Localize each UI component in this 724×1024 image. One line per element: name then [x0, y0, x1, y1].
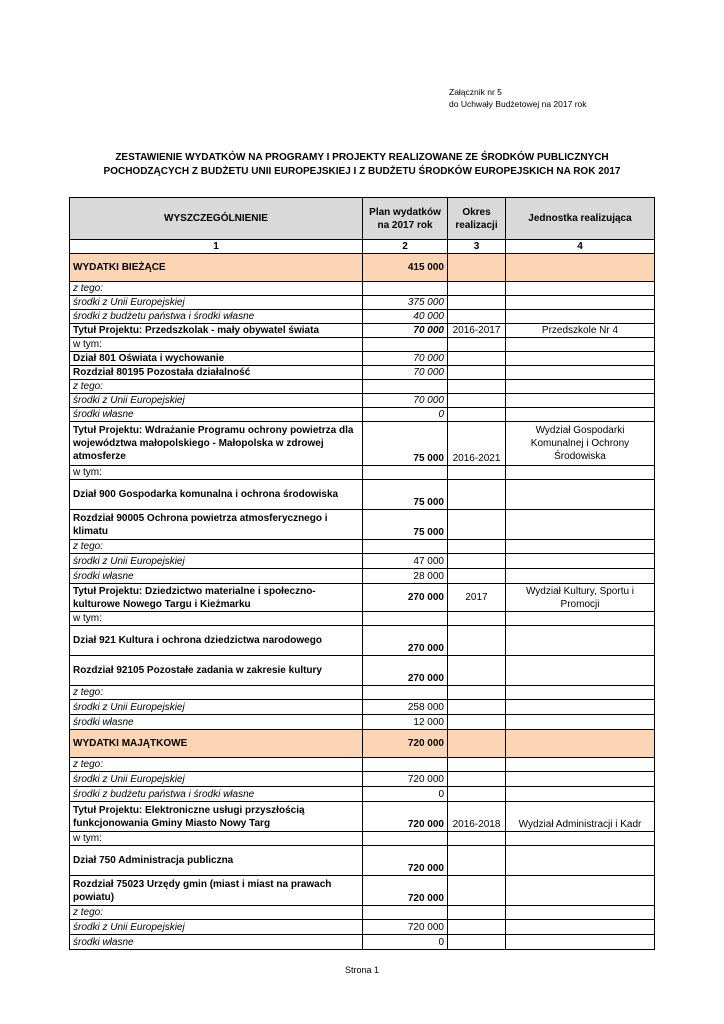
row-description: środki z Unii Europejskiej — [70, 772, 363, 787]
row-description: środki z budżetu państwa i środki własne — [70, 310, 363, 324]
row-plan-value: 70 000 — [363, 324, 448, 338]
row-description: w tym: — [70, 338, 363, 352]
row-period-empty — [448, 758, 506, 772]
table-row — [70, 282, 655, 296]
row-plan-value: 415 000 — [363, 254, 448, 282]
title-line-1: ZESTAWIENIE WYDATKÓW NA PROGRAMY I PROJEKTY REALIZOWANE ZE ŚRODKÓW PUBLICZNYCH — [115, 152, 609, 163]
row-period-empty — [448, 700, 506, 715]
table-row — [70, 584, 655, 612]
row-description: Dział 921 Kultura i ochrona dziedzictwa narodowego — [70, 626, 363, 656]
row-period-empty — [448, 510, 506, 540]
row-unit-empty — [506, 730, 655, 758]
header-cell-description: WYSZCZEGÓLNIENIE — [70, 198, 363, 240]
row-plan-value: 720 000 — [363, 730, 448, 758]
title-line-2: POCHODZĄCYCH Z BUDŻETU UNII EUROPEJSKIEJ I Z BUDŻETU ŚRODKÓW EUROPEJSKICH NA ROK 2017 — [103, 166, 621, 177]
row-description: Rozdział 80195 Pozostała działalność — [70, 366, 363, 380]
row-period-empty — [448, 626, 506, 656]
table-row — [70, 730, 655, 758]
row-description: Tytuł Projektu: Wdrażanie Programu ochrony powietrza dla województwa małopolskiego - Małopolska w zdrowej atmosferze — [70, 422, 363, 466]
row-plan-value: 720 000 — [363, 876, 448, 906]
row-period-empty — [448, 480, 506, 510]
row-plan-value: 47 000 — [363, 554, 448, 569]
row-description: Tytuł Projektu: Przedszkolak - mały obywatel świata — [70, 324, 363, 338]
table-row — [70, 540, 655, 554]
row-unit-empty — [506, 310, 655, 324]
table-row — [70, 554, 655, 569]
row-description: środki własne — [70, 935, 363, 950]
row-unit: Przedszkole Nr 4 — [506, 324, 655, 338]
row-unit-empty — [506, 569, 655, 584]
row-unit-empty — [506, 758, 655, 772]
row-plan-value — [363, 540, 448, 554]
row-plan-value: 720 000 — [363, 772, 448, 787]
row-unit-empty — [506, 352, 655, 366]
row-plan-value: 258 000 — [363, 700, 448, 715]
row-plan-value: 270 000 — [363, 626, 448, 656]
row-period-empty — [448, 569, 506, 584]
row-plan-value — [363, 380, 448, 394]
row-plan-value: 12 000 — [363, 715, 448, 730]
row-plan-value: 0 — [363, 787, 448, 802]
row-description: z tego: — [70, 906, 363, 920]
column-number: 2 — [363, 240, 448, 254]
row-period: 2016-2018 — [448, 802, 506, 832]
row-description: z tego: — [70, 540, 363, 554]
row-description: Dział 801 Oświata i wychowanie — [70, 352, 363, 366]
row-unit-empty — [506, 254, 655, 282]
row-unit-empty — [506, 366, 655, 380]
row-period-empty — [448, 282, 506, 296]
row-period-empty — [448, 876, 506, 906]
row-period-empty — [448, 920, 506, 935]
row-plan-value: 270 000 — [363, 584, 448, 612]
table-row — [70, 310, 655, 324]
row-plan-value: 40 000 — [363, 310, 448, 324]
row-period-empty — [448, 296, 506, 310]
row-period-empty — [448, 310, 506, 324]
row-plan-value: 720 000 — [363, 846, 448, 876]
row-unit-empty — [506, 554, 655, 569]
row-unit-empty — [506, 935, 655, 950]
row-period-empty — [448, 715, 506, 730]
table-row — [70, 366, 655, 380]
table-row — [70, 254, 655, 282]
row-unit-empty — [506, 282, 655, 296]
row-unit-empty — [506, 832, 655, 846]
table-row — [70, 394, 655, 408]
row-period-empty — [448, 540, 506, 554]
header-cell-unit: Jednostka realizująca — [506, 198, 655, 240]
row-plan-value: 0 — [363, 408, 448, 422]
row-period-empty — [448, 338, 506, 352]
row-unit-empty — [506, 876, 655, 906]
row-unit-empty — [506, 540, 655, 554]
row-unit-empty — [506, 715, 655, 730]
row-unit: Wydział Gospodarki Komunalnej i Ochrony Środowiska — [506, 422, 655, 466]
table-row — [70, 906, 655, 920]
table-row — [70, 715, 655, 730]
row-period: 2016-2017 — [448, 324, 506, 338]
row-period-empty — [448, 394, 506, 408]
row-unit-empty — [506, 296, 655, 310]
row-plan-value: 720 000 — [363, 802, 448, 832]
row-plan-value: 75 000 — [363, 422, 448, 466]
column-number: 3 — [448, 240, 506, 254]
header-cell-plan: Plan wydatków na 2017 rok — [363, 198, 448, 240]
row-unit-empty — [506, 394, 655, 408]
row-description: w tym: — [70, 832, 363, 846]
row-period-empty — [448, 935, 506, 950]
table-row — [70, 935, 655, 950]
column-number: 4 — [506, 240, 655, 254]
table-row — [70, 338, 655, 352]
row-description: z tego: — [70, 758, 363, 772]
row-period: 2017 — [448, 584, 506, 612]
page-footer: Strona 1 — [344, 965, 380, 975]
row-unit-empty — [506, 408, 655, 422]
row-plan-value: 75 000 — [363, 510, 448, 540]
table-row — [70, 686, 655, 700]
row-period-empty — [448, 686, 506, 700]
row-unit-empty — [506, 920, 655, 935]
row-description: środki z Unii Europejskiej — [70, 554, 363, 569]
table-row — [70, 324, 655, 338]
row-unit: Wydział Kultury, Sportu i Promocji — [506, 584, 655, 612]
table-row — [70, 296, 655, 310]
row-plan-value — [363, 282, 448, 296]
row-period-empty — [448, 408, 506, 422]
annex-line-2: do Uchwały Budżetowej na 2017 rok — [449, 99, 587, 109]
row-description: z tego: — [70, 282, 363, 296]
row-plan-value — [363, 612, 448, 626]
row-unit-empty — [506, 480, 655, 510]
row-description: środki własne — [70, 715, 363, 730]
table-row — [70, 626, 655, 656]
row-plan-value — [363, 758, 448, 772]
table-row — [70, 787, 655, 802]
row-period-empty — [448, 466, 506, 480]
row-plan-value: 375 000 — [363, 296, 448, 310]
row-period-empty — [448, 352, 506, 366]
table-row — [70, 802, 655, 832]
row-unit-empty — [506, 772, 655, 787]
row-period-empty — [448, 366, 506, 380]
row-description: Rozdział 75023 Urzędy gmin (miast i miast na prawach powiatu) — [70, 876, 363, 906]
row-plan-value — [363, 338, 448, 352]
row-unit-empty — [506, 626, 655, 656]
row-unit-empty — [506, 686, 655, 700]
row-plan-value: 28 000 — [363, 569, 448, 584]
column-number: 1 — [70, 240, 363, 254]
annex-line-1: Załącznik nr 5 — [449, 87, 502, 97]
row-description: w tym: — [70, 612, 363, 626]
row-description: środki z budżetu państwa i środki własne — [70, 787, 363, 802]
row-plan-value — [363, 832, 448, 846]
table-row — [70, 772, 655, 787]
table-row — [70, 352, 655, 366]
table-row — [70, 846, 655, 876]
row-unit-empty — [506, 338, 655, 352]
row-unit: Wydział Administracji i Kadr — [506, 802, 655, 832]
row-unit-empty — [506, 380, 655, 394]
row-description: Dział 750 Administracja publiczna — [70, 846, 363, 876]
row-description: środki z Unii Europejskiej — [70, 700, 363, 715]
table-row — [70, 380, 655, 394]
row-period-empty — [448, 772, 506, 787]
table-row — [70, 466, 655, 480]
row-unit-empty — [506, 510, 655, 540]
row-period-empty — [448, 656, 506, 686]
row-plan-value: 270 000 — [363, 656, 448, 686]
row-description: Tytuł Projektu: Dziedzictwo materialne i społeczno-kulturowe Nowego Targu i Kieżmarku — [70, 584, 363, 612]
row-description: z tego: — [70, 686, 363, 700]
row-plan-value: 75 000 — [363, 480, 448, 510]
row-plan-value — [363, 466, 448, 480]
row-description: w tym: — [70, 466, 363, 480]
row-period: 2016-2021 — [448, 422, 506, 466]
row-unit-empty — [506, 906, 655, 920]
row-unit-empty — [506, 612, 655, 626]
row-description: WYDATKI BIEŻĄCE — [70, 254, 363, 282]
row-description: środki z Unii Europejskiej — [70, 394, 363, 408]
row-description: z tego: — [70, 380, 363, 394]
row-period-empty — [448, 612, 506, 626]
row-description: Rozdział 92105 Pozostałe zadania w zakresie kultury — [70, 656, 363, 686]
row-plan-value: 0 — [363, 935, 448, 950]
document-title — [60, 151, 664, 179]
table-row — [70, 656, 655, 686]
table-row — [70, 832, 655, 846]
column-number-row — [70, 240, 655, 254]
table-row — [70, 510, 655, 540]
row-plan-value: 720 000 — [363, 920, 448, 935]
row-period-empty — [448, 730, 506, 758]
row-description: środki własne — [70, 569, 363, 584]
table-row — [70, 920, 655, 935]
row-description: środki własne — [70, 408, 363, 422]
row-unit-empty — [506, 846, 655, 876]
table-row — [70, 569, 655, 584]
row-plan-value — [363, 686, 448, 700]
table-row — [70, 758, 655, 772]
annex-note — [449, 86, 587, 110]
header-cell-period: Okres realizacji — [448, 198, 506, 240]
row-plan-value: 70 000 — [363, 366, 448, 380]
row-description: środki z Unii Europejskiej — [70, 920, 363, 935]
table-row — [70, 408, 655, 422]
row-description: środki z Unii Europejskiej — [70, 296, 363, 310]
row-period-empty — [448, 846, 506, 876]
table-row — [70, 876, 655, 906]
row-plan-value — [363, 906, 448, 920]
row-description: WYDATKI MAJĄTKOWE — [70, 730, 363, 758]
row-period-empty — [448, 380, 506, 394]
row-plan-value: 70 000 — [363, 394, 448, 408]
row-period-empty — [448, 832, 506, 846]
row-unit-empty — [506, 787, 655, 802]
header-row — [70, 198, 655, 240]
table-row — [70, 480, 655, 510]
row-description: Dział 900 Gospodarka komunalna i ochrona środowiska — [70, 480, 363, 510]
row-unit-empty — [506, 700, 655, 715]
row-unit-empty — [506, 656, 655, 686]
row-unit-empty — [506, 466, 655, 480]
row-plan-value: 70 000 — [363, 352, 448, 366]
row-period-empty — [448, 254, 506, 282]
table-row — [70, 700, 655, 715]
row-description: Rozdział 90005 Ochrona powietrza atmosferycznego i klimatu — [70, 510, 363, 540]
table-row — [70, 422, 655, 466]
row-period-empty — [448, 554, 506, 569]
table-row — [70, 612, 655, 626]
row-period-empty — [448, 906, 506, 920]
row-period-empty — [448, 787, 506, 802]
expenditure-table — [69, 197, 655, 950]
row-description: Tytuł Projektu: Elektroniczne usługi przyszłością funkcjonowania Gminy Miasto Nowy Targ — [70, 802, 363, 832]
